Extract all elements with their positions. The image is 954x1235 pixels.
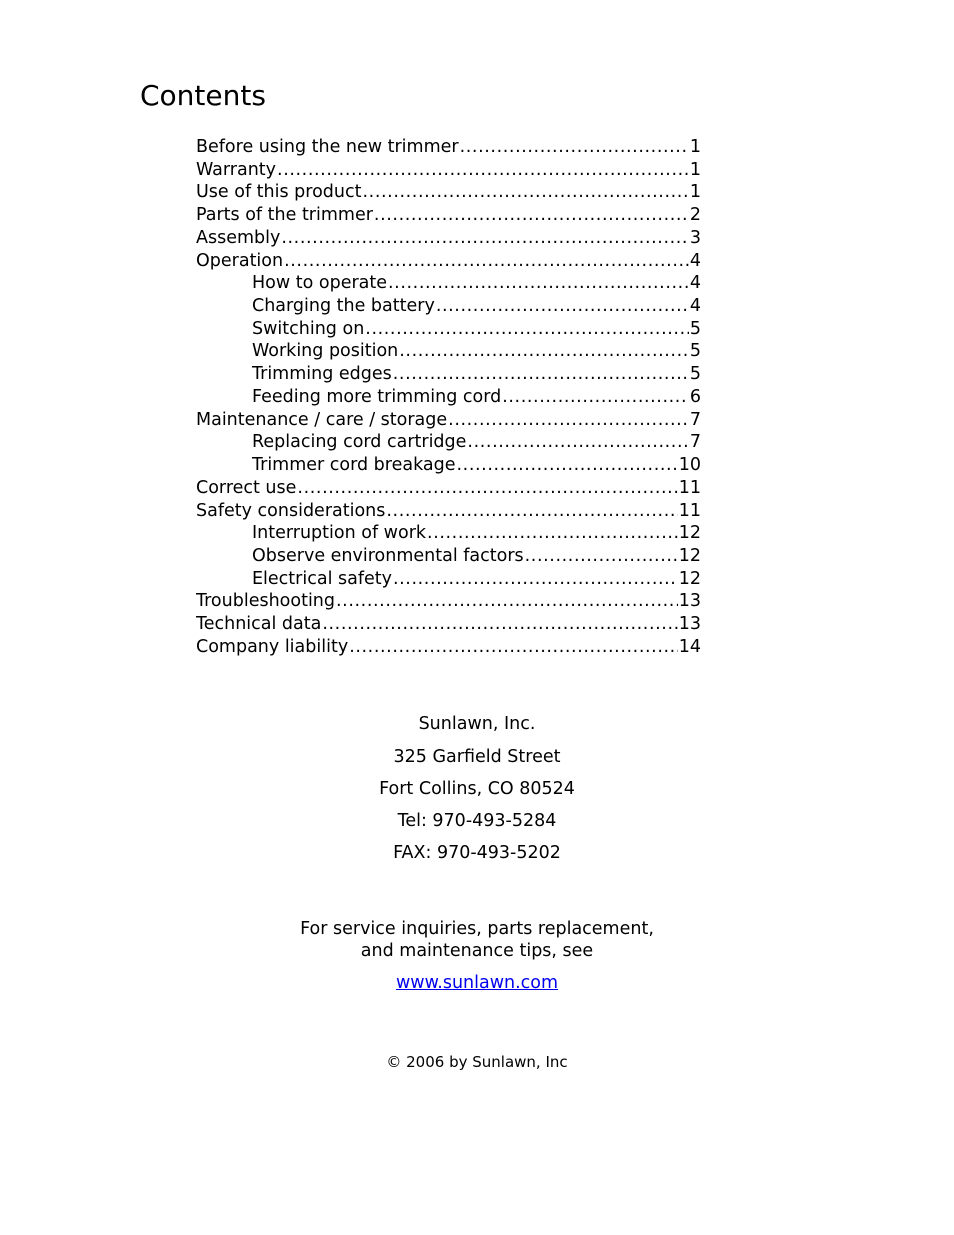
toc-entry-title: Parts of the trimmer [196, 205, 373, 226]
toc-entry-page: 5 [689, 318, 701, 339]
city-address: Fort Collins, CO 80524 [379, 779, 575, 799]
toc-entry-page: 12 [678, 568, 701, 589]
toc-entry-page: 4 [689, 250, 701, 271]
toc-entry-title: Switching on [252, 318, 365, 339]
toc-leader-dots [277, 159, 689, 182]
toc-entry-page: 12 [678, 523, 701, 544]
toc-entry-title: Safety considerations [196, 500, 386, 521]
toc-entry-title: Observe environmental factors [252, 545, 524, 566]
toc-subentry[interactable] [196, 386, 701, 409]
toc-leader-dots [281, 227, 689, 250]
toc-entry-title: Technical data [196, 614, 322, 635]
toc-entry[interactable] [196, 159, 701, 182]
toc-entry-page: 7 [689, 409, 701, 430]
toc-leader-dots [502, 386, 689, 409]
street-address: 325 Garfield Street [393, 747, 561, 767]
toc-entry[interactable] [196, 250, 701, 273]
toc-subentry[interactable] [196, 431, 701, 454]
toc-leader-dots [399, 340, 689, 363]
toc-leader-dots [297, 477, 677, 500]
toc-entry-page: 2 [689, 205, 701, 226]
toc-entry-title: Warranty [196, 159, 277, 180]
toc-entry-page: 13 [678, 591, 701, 612]
toc-leader-dots [386, 500, 677, 523]
fax-number: FAX: 970-493-5202 [393, 843, 561, 863]
toc-entry-page: 11 [678, 500, 701, 521]
toc-leader-dots [349, 636, 678, 659]
toc-leader-dots [322, 613, 677, 636]
toc-entry-title: Charging the battery [252, 296, 435, 317]
toc-entry-title: How to operate [252, 273, 388, 294]
toc-entry-title: Trimming edges [252, 364, 392, 385]
toc-entry-title: Replacing cord cartridge [252, 432, 467, 453]
toc-entry[interactable] [196, 409, 701, 432]
toc-entry-title: Assembly [196, 227, 281, 248]
toc-leader-dots [393, 568, 678, 591]
toc-leader-dots [365, 318, 689, 341]
toc-entry-page: 11 [678, 477, 701, 498]
website-link[interactable]: www.sunlawn.com [395, 973, 559, 993]
toc-subentry[interactable] [196, 522, 701, 545]
toc-entry[interactable] [196, 500, 701, 523]
company-name: Sunlawn, Inc. [418, 714, 536, 734]
toc-leader-dots [388, 272, 689, 295]
toc-entry-page: 5 [689, 364, 701, 385]
toc-subentry[interactable] [196, 272, 701, 295]
table-of-contents [196, 136, 701, 659]
toc-entry-page: 10 [678, 455, 701, 476]
page-title: Contents [140, 79, 266, 112]
toc-entry-title: Correct use [196, 477, 297, 498]
toc-entry-page: 7 [689, 432, 701, 453]
website-link-container [0, 972, 954, 994]
toc-entry[interactable] [196, 636, 701, 659]
toc-entry[interactable] [196, 613, 701, 636]
toc-subentry[interactable] [196, 340, 701, 363]
toc-entry-page: 1 [689, 182, 701, 203]
service-note-line: For service inquiries, parts replacement, [300, 919, 654, 939]
toc-leader-dots [427, 522, 678, 545]
toc-entry-title: Operation [196, 250, 284, 271]
toc-entry-title: Feeding more trimming cord [252, 386, 502, 407]
toc-leader-dots [374, 204, 689, 227]
toc-entry[interactable] [196, 204, 701, 227]
toc-leader-dots [393, 363, 689, 386]
toc-leader-dots [336, 590, 678, 613]
toc-entry-page: 4 [689, 296, 701, 317]
service-note-line: and maintenance tips, see [360, 941, 594, 961]
toc-entry[interactable] [196, 136, 701, 159]
toc-entry-title: Electrical safety [252, 568, 392, 589]
toc-entry-title: Maintenance / care / storage [196, 409, 448, 430]
toc-entry-page: 6 [689, 386, 701, 407]
toc-entry-title: Use of this product [196, 182, 362, 203]
telephone-number: Tel: 970-493-5284 [397, 811, 557, 831]
toc-subentry[interactable] [196, 363, 701, 386]
toc-subentry[interactable] [196, 545, 701, 568]
toc-subentry[interactable] [196, 318, 701, 341]
toc-entry-title: Company liability [196, 636, 349, 657]
toc-entry-title: Before using the new trimmer [196, 137, 459, 157]
toc-entry[interactable] [196, 181, 701, 204]
toc-subentry[interactable] [196, 454, 701, 477]
toc-entry-title: Working position [252, 341, 399, 362]
toc-entry-page: 4 [689, 273, 701, 294]
toc-entry-title: Troubleshooting [196, 591, 336, 612]
toc-leader-dots [436, 295, 689, 318]
toc-entry-page: 3 [689, 227, 701, 248]
toc-leader-dots [457, 454, 678, 477]
toc-entry-page: 14 [678, 636, 701, 657]
toc-leader-dots [460, 136, 689, 159]
toc-entry-title: Interruption of work [252, 523, 427, 544]
toc-leader-dots [525, 545, 678, 568]
toc-entry-page: 1 [689, 159, 701, 180]
toc-entry-page: 12 [678, 545, 701, 566]
toc-leader-dots [467, 431, 688, 454]
toc-entry-page: 1 [689, 137, 701, 157]
toc-entry-page: 13 [678, 614, 701, 635]
toc-subentry[interactable] [196, 568, 701, 591]
toc-entry[interactable] [196, 590, 701, 613]
toc-entry-title: Trimmer cord breakage [252, 455, 456, 476]
toc-subentry[interactable] [196, 295, 701, 318]
toc-leader-dots [363, 181, 689, 204]
copyright-notice: © 2006 by Sunlawn, Inc [386, 1053, 568, 1071]
service-note [0, 918, 954, 962]
toc-entry[interactable] [196, 477, 701, 500]
toc-leader-dots [284, 250, 689, 273]
toc-entry-page: 5 [689, 341, 701, 362]
toc-entry[interactable] [196, 227, 701, 250]
toc-leader-dots [448, 409, 689, 432]
